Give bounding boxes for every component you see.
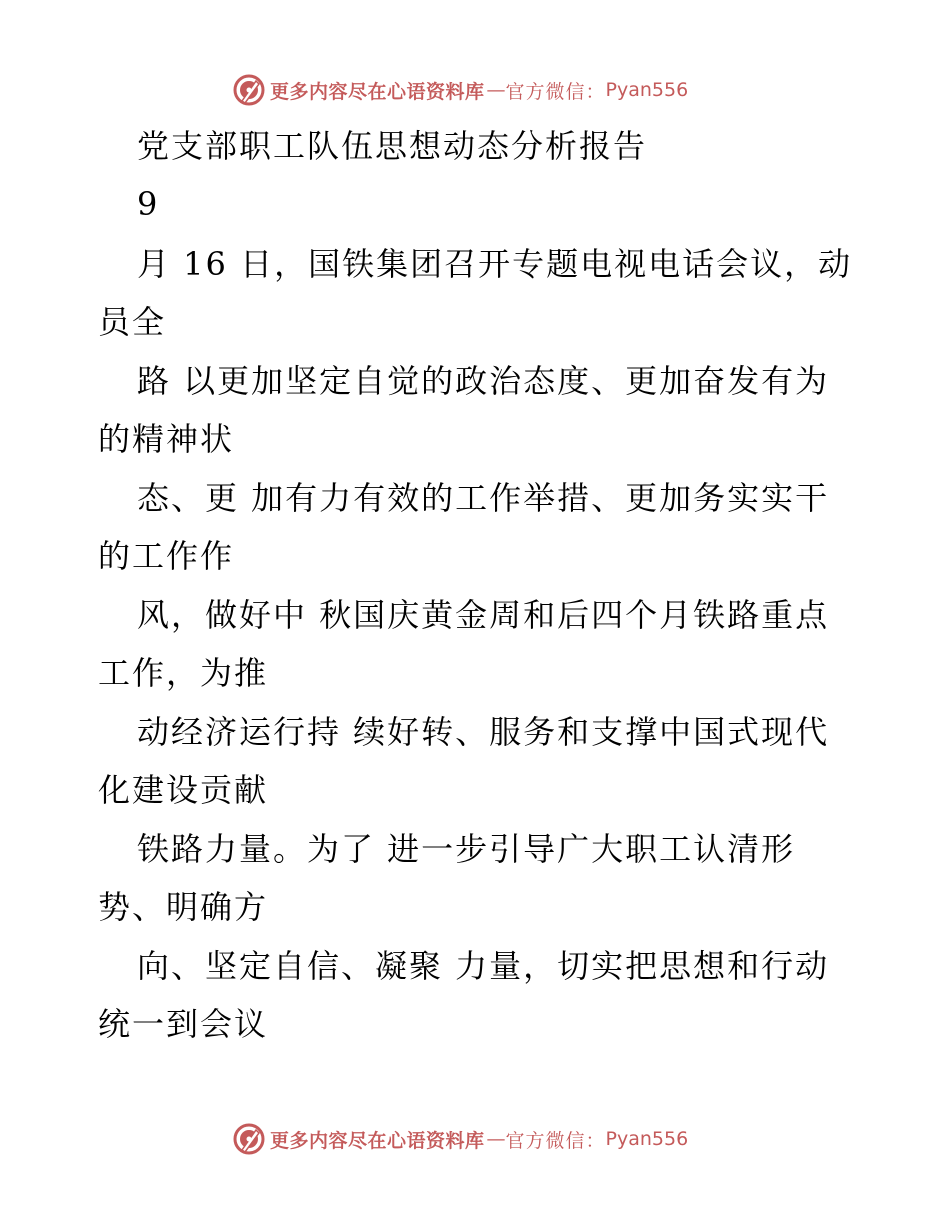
watermark-wechat-id: Pyan556 [605,79,689,101]
footer-watermark [232,1121,688,1157]
text-line: 铁路力量。为了 进一步引导广大职工认清形 [137,830,796,868]
text-line: 的精神状 [98,420,235,458]
text-line: 统一到会议 [98,1005,269,1043]
text-line: 9 [137,185,160,223]
text-line: 月 16 日，国铁集团召开专题电视电话会议，动 [137,245,853,283]
text-line: 向、坚定自信、凝聚 力量，切实把思想和行动 [137,947,830,985]
text-line: 风，做好中 秋国庆黄金周和后四个月铁路重点 [137,596,830,634]
text-line: 路 以更加坚定自觉的政治态度、更加奋发有为 [137,362,830,400]
text-line: 的工作作 [98,537,235,575]
text-line: 化建设贡献 [98,771,269,809]
watermark-wechat-label: 官方微信： [505,1129,606,1152]
watermark-separator: — [486,1128,504,1150]
text-line: 态、更 加有力有效的工作举措、更加务实实干 [137,479,830,517]
watermark-separator: — [486,79,504,101]
watermark-wechat-label: 官方微信： [505,80,606,103]
text-line: 动经济运行持 续好转、服务和支撑中国式现代 [137,713,830,751]
pen-nib-logo-icon [232,73,266,107]
watermark-main-text: 更多内容尽在心语资料库 [270,1129,485,1152]
text-line: 员全 [98,303,167,341]
pen-nib-logo-icon [232,1122,266,1156]
text-line: 工作，为推 [98,654,269,692]
watermark-main-text: 更多内容尽在心语资料库 [270,80,485,103]
text-line: 势、明确方 [98,888,269,926]
document-title: 党支部职工队伍思想动态分析报告 [137,127,648,165]
watermark-wechat-id: Pyan556 [605,1128,689,1150]
header-watermark [232,72,688,108]
